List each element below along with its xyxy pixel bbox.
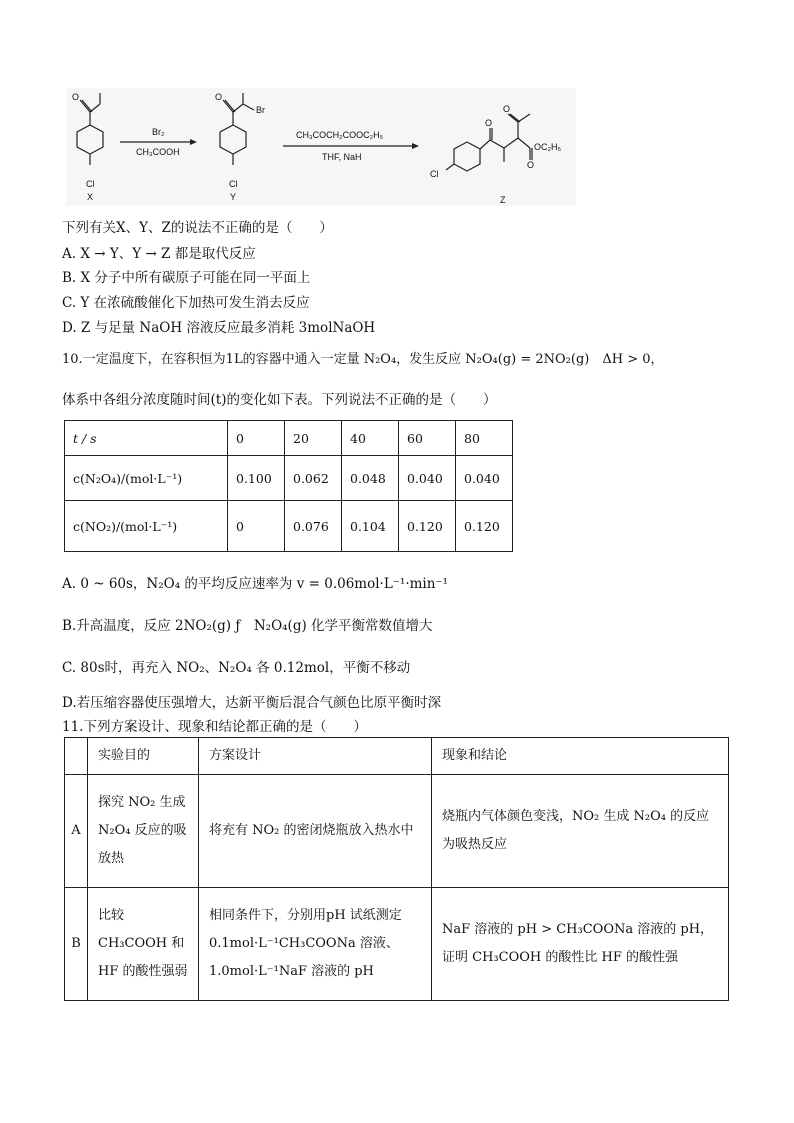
header-result: 现象和结论 — [432, 738, 729, 775]
q9-option-d: D. Z 与足量 NaOH 溶液反应最多消耗 3molNaOH — [62, 320, 376, 336]
benzene-ring-x — [77, 125, 103, 154]
value-cell: 0 — [228, 501, 285, 552]
value-cell: 0.040 — [399, 456, 456, 501]
purpose-cell: 探究 NO₂ 生成 N₂O₄ 反应的吸放热 — [88, 775, 199, 888]
value-cell: 0.076 — [285, 501, 342, 552]
result-cell: NaF 溶液的 pH > CH₃COONa 溶液的 pH，证明 CH₃COOH 的酸性比 HF 的酸性强 — [432, 888, 729, 1001]
table-row — [65, 888, 729, 1001]
value-cell: 0.040 — [456, 456, 513, 501]
q9-option-c: C. Y 在浓硫酸催化下加热可发生消去反应 — [62, 295, 310, 311]
oxygen-z1: O — [485, 118, 493, 128]
value-cell: 0.120 — [399, 501, 456, 552]
q11-stem: 11.下列方案设计、现象和结论都正确的是（ ） — [62, 719, 367, 735]
reaction-scheme-drawing — [0, 0, 794, 220]
value-cell: 0.100 — [228, 456, 285, 501]
value-cell: 0.062 — [285, 456, 342, 501]
table-row — [65, 421, 513, 456]
reagent2-top: CH₃COCH₂COOC₂H₅ — [296, 130, 384, 140]
table-row — [65, 775, 729, 888]
header-cell — [65, 738, 88, 775]
design-cell: 将充有 NO₂ 的密闭烧瓶放入热水中 — [199, 775, 432, 888]
cl-y: Cl — [229, 179, 238, 189]
reagent1-bottom: CH₃COOH — [136, 147, 180, 157]
cl-z: Cl — [430, 169, 439, 179]
arrow-head-1 — [190, 139, 197, 145]
time-cell: 0 — [228, 421, 285, 456]
q9-stem: 下列有关X、Y、Z的说法不正确的是（ ） — [62, 220, 333, 236]
row-label: B — [65, 888, 88, 1001]
oxygen-x: O — [72, 92, 80, 102]
design-cell: 相同条件下，分别用pH 试纸测定 0.1mol·L⁻¹CH₃COONa 溶液、1.0mol·L⁻¹NaF 溶液的 pH — [199, 888, 432, 1001]
label-x: X — [87, 192, 94, 202]
cl-x: Cl — [86, 179, 95, 189]
oxygen-z3: O — [527, 160, 535, 170]
reagent2-bottom: THF, NaH — [322, 152, 362, 162]
value-cell: 0.120 — [456, 501, 513, 552]
time-cell: 40 — [342, 421, 399, 456]
value-cell: 0.048 — [342, 456, 399, 501]
q10-option-a: A. 0 ~ 60s，N₂O₄ 的平均反应速率为 v = 0.06mol·L⁻¹·min⁻¹ — [62, 576, 448, 592]
value-cell: 0.104 — [342, 501, 399, 552]
q10-option-c: C. 80s时，再充入 NO₂、N₂O₄ 各 0.12mol，平衡不移动 — [62, 660, 411, 676]
oxygen-y: O — [215, 92, 223, 102]
q10-stem-line2: 体系中各组分浓度随时间(t)的变化如下表。下列说法不正确的是（ ） — [62, 392, 497, 408]
q10-concentration-table — [64, 420, 513, 552]
oet-label: OC₂H₅ — [534, 142, 562, 152]
header-label: t / s — [65, 421, 228, 456]
label-y: Y — [230, 192, 237, 202]
row-label: A — [65, 775, 88, 888]
table-row — [65, 738, 729, 775]
arrow-head-2 — [412, 143, 419, 149]
row-label-no2: c(NO₂)/(mol·L⁻¹) — [65, 501, 228, 552]
row-label-n2o4: c(N₂O₄)/(mol·L⁻¹) — [65, 456, 228, 501]
time-cell: 60 — [399, 421, 456, 456]
header-design: 方案设计 — [199, 738, 432, 775]
benzene-ring-y — [220, 125, 246, 154]
table-row — [65, 501, 513, 552]
table-row — [65, 456, 513, 501]
q11-experiment-table — [64, 737, 729, 1001]
oxygen-z2: O — [503, 104, 511, 114]
time-cell: 80 — [456, 421, 513, 456]
purpose-cell: 比较 CH₃COOH 和 HF 的酸性强弱 — [88, 888, 199, 1001]
q9-option-b: B. X 分子中所有碳原子可能在同一平面上 — [62, 270, 311, 286]
q10-option-b: B.升高温度，反应 2NO₂(g) ƒ N₂O₄(g) 化学平衡常数值增大 — [62, 618, 433, 634]
result-cell: 烧瓶内气体颜色变浅，NO₂ 生成 N₂O₄ 的反应为吸热反应 — [432, 775, 729, 888]
label-z: Z — [500, 195, 506, 205]
q10-option-d: D.若压缩容器使压强增大，达新平衡后混合气颜色比原平衡时深 — [62, 695, 442, 711]
header-purpose: 实验目的 — [88, 738, 199, 775]
br-label: Br — [256, 105, 265, 115]
q9-option-a: A. X → Y、Y → Z 都是取代反应 — [62, 246, 256, 262]
benzene-ring-z — [454, 142, 480, 171]
time-cell: 20 — [285, 421, 342, 456]
q10-stem-line1: 10.一定温度下，在容积恒为1L的容器中通入一定量 N₂O₄，发生反应 N₂O₄(g) = 2NO₂(g) ΔH > 0， — [62, 352, 664, 367]
reagent1-top: Br₂ — [152, 127, 165, 137]
